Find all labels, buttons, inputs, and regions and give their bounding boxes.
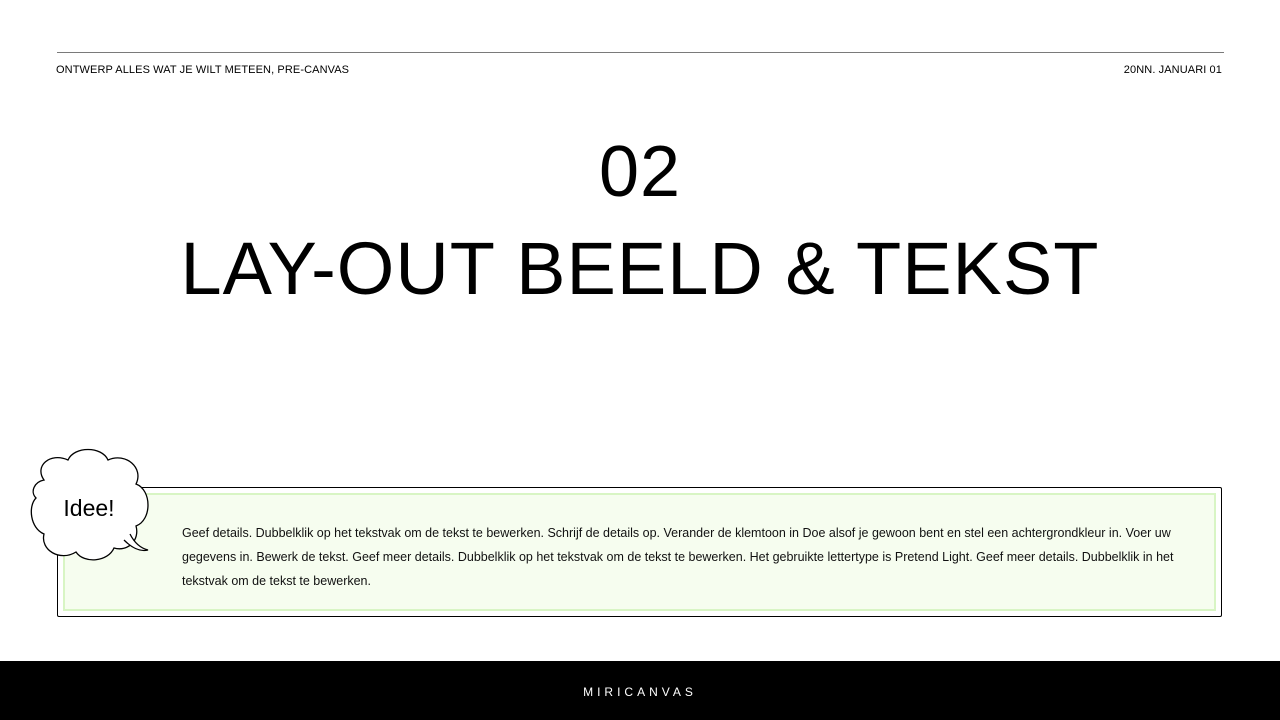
header-tagline: ONTWERP ALLES WAT JE WILT METEEN, PRE-CANVAS xyxy=(56,64,350,76)
section-title: LAY-OUT BEELD & TEKST xyxy=(180,227,1100,310)
callout-box xyxy=(57,487,1222,617)
header-date: 20NN. JANUARI 01 xyxy=(1123,64,1222,76)
footer-bar xyxy=(0,661,1280,720)
callout-label: Idee! xyxy=(63,495,115,521)
thought-bubble-icon xyxy=(28,448,156,572)
header-divider xyxy=(57,52,1224,53)
callout-body-text: Geef details. Dubbelklik op het tekstvak om de tekst te bewerken. Schrijf de details op. Verander de klemtoon in Doe alsof je gewoon bent en stel een achtergrondkleur in. Voer uw gegevens in. Bewerk de tekst. Geef meer details. Dubbelklik op het tekstvak om de tekst te bewerken. Het gebruikte lettertype is Pretend Light. Geef meer details. Dubbelklik in het tekstvak om de tekst te bewerken. xyxy=(182,526,1174,588)
section-number: 02 xyxy=(598,132,682,212)
footer-brand: MIRICANVAS xyxy=(583,685,697,699)
callout-box-fill xyxy=(63,493,1216,611)
